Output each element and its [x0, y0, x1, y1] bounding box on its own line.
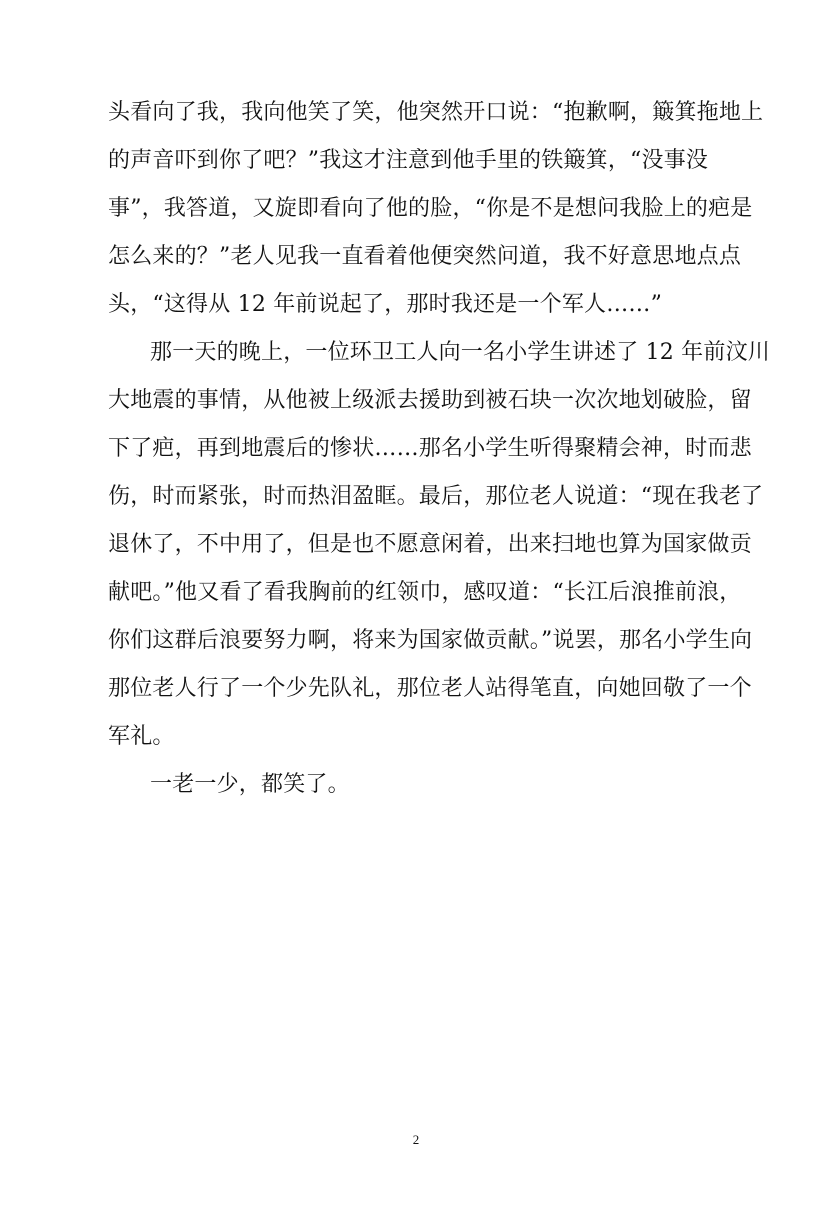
text-line: 那一天的晚上，一位环卫工人向一名小学生讲述了 12 年前汶川: [150, 340, 770, 365]
text-line: 下了疤，再到地震后的惨状……那名小学生听得聚精会神，时而悲: [108, 436, 752, 461]
text-line: 军礼。: [108, 724, 175, 749]
page-number: 2: [412, 1132, 420, 1147]
text-line: 你们这群后浪要努力啊，将来为国家做贡献。”说罢，那名小学生向: [108, 628, 753, 653]
text-line: 事”，我答道，又旋即看向了他的脸，“你是不是想问我脸上的疤是: [108, 196, 753, 221]
text-line: 退休了，不中用了，但是也不愿意闲着，出来扫地也算为国家做贡: [108, 532, 752, 557]
text-line: 大地震的事情，从他被上级派去援助到被石块一次次地划破脸，留: [108, 388, 752, 413]
text-line: 头，“这得从 12 年前说起了，那时我还是一个军人……”: [108, 292, 663, 317]
text-line: 怎么来的？”老人见我一直看着他便突然问道，我不好意思地点点: [108, 244, 742, 269]
text-line: 献吧。”他又看了看我胸前的红领巾，感叹道：“长江后浪推前浪，: [108, 580, 742, 605]
text-line: 的声音吓到你了吧？”我这才注意到他手里的铁簸箕，“没事没: [108, 148, 709, 173]
text-line: 伤，时而紧张，时而热泪盈眶。最后，那位老人说道：“现在我老了: [108, 484, 764, 509]
text-line: 那位老人行了一个少先队礼，那位老人站得笔直，向她回敬了一个: [108, 676, 752, 701]
text-line: 一老一少，都笑了。: [150, 772, 350, 797]
text-line: 头看向了我，我向他笑了笑，他突然开口说：“抱歉啊，簸箕拖地上: [108, 100, 764, 125]
